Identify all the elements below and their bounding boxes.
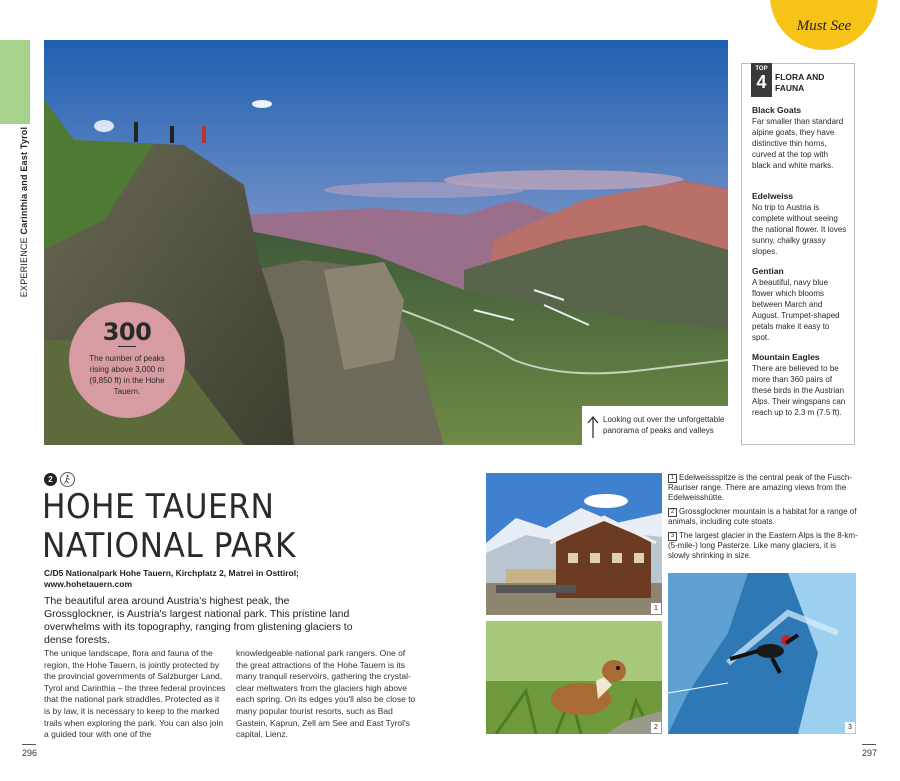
attraction-number: 2 xyxy=(44,473,57,486)
photo-number-3: 3 xyxy=(845,722,855,733)
must-see-label: Must See xyxy=(796,18,852,34)
page-rule-left xyxy=(22,744,36,745)
hero-caption: Looking out over the unforgettable panorama of peaks and valleys xyxy=(603,415,725,435)
top4-item-heading: Gentian xyxy=(752,266,784,276)
section-label xyxy=(19,112,33,312)
caption-text-2: Grossglockner mountain is a habitat for a range of animals, including cute stoats. xyxy=(668,507,857,526)
caption-number-3: 3 xyxy=(668,532,677,541)
photo-number-2: 2 xyxy=(651,722,661,733)
article-title-line2: NATIONAL PARK xyxy=(42,526,296,566)
top4-item xyxy=(752,352,848,418)
top4-item-text: There are believed to be more than 360 pairs of these birds in the Austrian Alps. Their wingspans can reach up to 2.3 m (7.5 ft). xyxy=(752,364,846,417)
stat-caption: The number of peaks rising above 3,000 m (9,850 ft) in the Hohe Tauern. xyxy=(89,354,165,396)
top4-item-heading: Black Goats xyxy=(752,105,802,115)
caption-text-1: Edelweissspitze is the central peak of the Fusch-Rauriser range. There are amazing views from the Edelweisshütte. xyxy=(668,473,852,502)
photo-glacier-climber xyxy=(668,573,856,734)
top4-item-heading: Edelweiss xyxy=(752,191,794,201)
photo-caption xyxy=(668,473,858,503)
top4-item xyxy=(752,191,848,257)
hiker-icon xyxy=(60,472,75,487)
section-label-regular: EXPERIENCE xyxy=(19,237,29,298)
top4-badge-number: 4 xyxy=(756,72,767,92)
website-link[interactable]: www.hohetauern.com xyxy=(44,579,133,589)
page-number-left: 296 xyxy=(22,748,38,758)
arrow-up-icon xyxy=(586,414,600,440)
photo-caption xyxy=(668,507,858,527)
photo-stoat xyxy=(486,621,662,734)
top4-item-heading: Mountain Eagles xyxy=(752,352,820,362)
top4-title: FLORA AND FAUNA xyxy=(775,72,825,93)
photo-caption xyxy=(668,531,858,561)
caption-number-1: 1 xyxy=(668,474,677,483)
top4-item-text: No trip to Austria is complete without seeing the national flower. It loves sunny, chalky grassy slopes. xyxy=(752,203,847,256)
stat-divider xyxy=(118,346,136,347)
practical-info: C/D5 Nationalpark Hohe Tauern, Kirchplatz 2, Matrei in Osttirol; xyxy=(44,568,299,578)
top4-item xyxy=(752,105,848,171)
top4-badge-label: TOP xyxy=(755,66,768,72)
caption-text-3: The largest glacier in the Eastern Alps is the 8-km- (5-mile-) long Pasterze. Like many glaciers, it is slowly shrinking in size. xyxy=(668,531,858,560)
caption-number-2: 2 xyxy=(668,508,677,517)
page-rule-right xyxy=(862,744,876,745)
photo-mountain-hut xyxy=(486,473,662,615)
photo-number-1: 1 xyxy=(651,603,661,614)
top4-item xyxy=(752,266,848,343)
section-label-bold: Carinthia and East Tyrol xyxy=(19,126,29,235)
top4-item-text: A beautiful, navy blue flower which blooms between March and August. Trumpet-shaped petals make it easy to spot. xyxy=(752,278,840,342)
body-text-column-1: The unique landscape, flora and fauna of the region, the Hohe Tauern, is jointly protected by the provincial governments of Salzburger Land, Tyrol and Carinthia – the three federal provinces that the national park straddles. Protected as it is by law, it is necessary to keep to the marked trails when exploring the park. You can also join a guided tour with one of the xyxy=(44,648,226,740)
body-text-column-2: knowledgeable national park rangers. One of the great attractions of the Hohe Tauern is its many tranquil reservoirs, gathering the crystal-clear meltwaters from the glaciers high above each spring. On its edges you'll also be close to many popular tourist resorts, such as Bad Gastein, Kaprun, Zell am See and East Tyrol's capital, Lienz. xyxy=(236,648,416,740)
article-title-line1: HOHE TAUERN xyxy=(42,487,275,527)
lead-paragraph: The beautiful area around Austria's highest peak, the Grossglockner, is Austria's largest national park. This pristine land overwhelms with its topography, ranging from glistening glaciers to dense forests. xyxy=(44,595,353,646)
stat-number: 300 xyxy=(102,318,152,346)
page-number-right: 297 xyxy=(862,748,878,758)
top4-item-text: Far smaller than standard alpine goats, they have distinctive thin horns, curved at the top with black and white marks. xyxy=(752,117,844,170)
